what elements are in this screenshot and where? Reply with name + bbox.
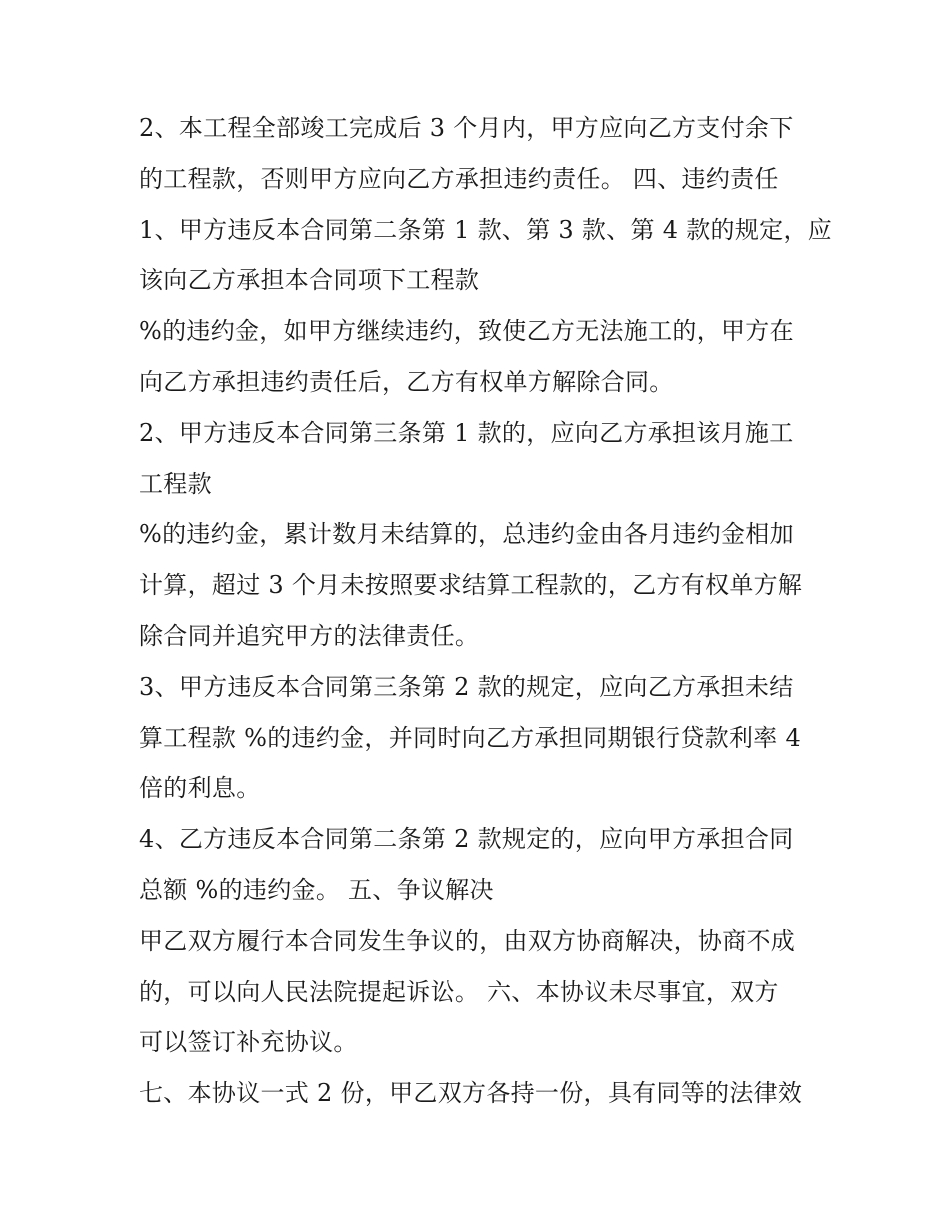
text-line: 除合同并追究甲方的法律责任。 xyxy=(139,621,480,650)
text-line: 3、甲方违反本合同第三条第 2 款的规定，应向乙方承担未结 xyxy=(139,672,794,701)
text-line: 4、乙方违反本合同第二条第 2 款规定的，应向甲方承担合同 xyxy=(139,825,794,854)
text-line: 总额 %的违约金。 五、争议解决 xyxy=(139,875,494,904)
text-line: 2、甲方违反本合同第三条第 1 款的，应向乙方承担该月施工 xyxy=(139,418,794,447)
text-line: 2、本工程全部竣工完成后 3 个月内，甲方应向乙方支付余下 xyxy=(139,114,794,142)
text-line: 计算，超过 3 个月未按照要求结算工程款的，乙方有权单方解 xyxy=(139,571,803,600)
text-line: 工程款 xyxy=(139,469,212,498)
text-line: %的违约金，累计数月未结算的，总违约金由各月违约金相加 xyxy=(139,520,794,549)
text-line: 1、甲方违反本合同第二条第 1 款、第 3 款、第 4 款的规定，应 xyxy=(139,215,833,244)
text-line: 的工程款，否则甲方应向乙方承担违约责任。 四、违约责任 xyxy=(139,164,779,193)
text-line: %的违约金，如甲方继续违约，致使乙方无法施工的，甲方在 xyxy=(139,317,794,346)
text-line: 的，可以向人民法院提起诉讼。 六、本协议未尽事宜，双方 xyxy=(139,977,779,1006)
text-line: 倍的利息。 xyxy=(139,774,261,803)
text-line: 该向乙方承担本合同项下工程款 xyxy=(139,266,480,295)
contract-text xyxy=(139,103,833,1119)
text-line: 向乙方承担违约责任后，乙方有权单方解除合同。 xyxy=(139,367,674,396)
text-line: 七、本协议一式 2 份，甲乙双方各持一份，具有同等的法律效 xyxy=(139,1079,803,1108)
text-line: 算工程款 %的违约金，并同时向乙方承担同期银行贷款利率 4 xyxy=(139,723,802,752)
text-line: 可以签订补充协议。 xyxy=(139,1028,358,1057)
text-line: 甲乙双方履行本合同发生争议的，由双方协商解决，协商不成 xyxy=(139,926,796,955)
